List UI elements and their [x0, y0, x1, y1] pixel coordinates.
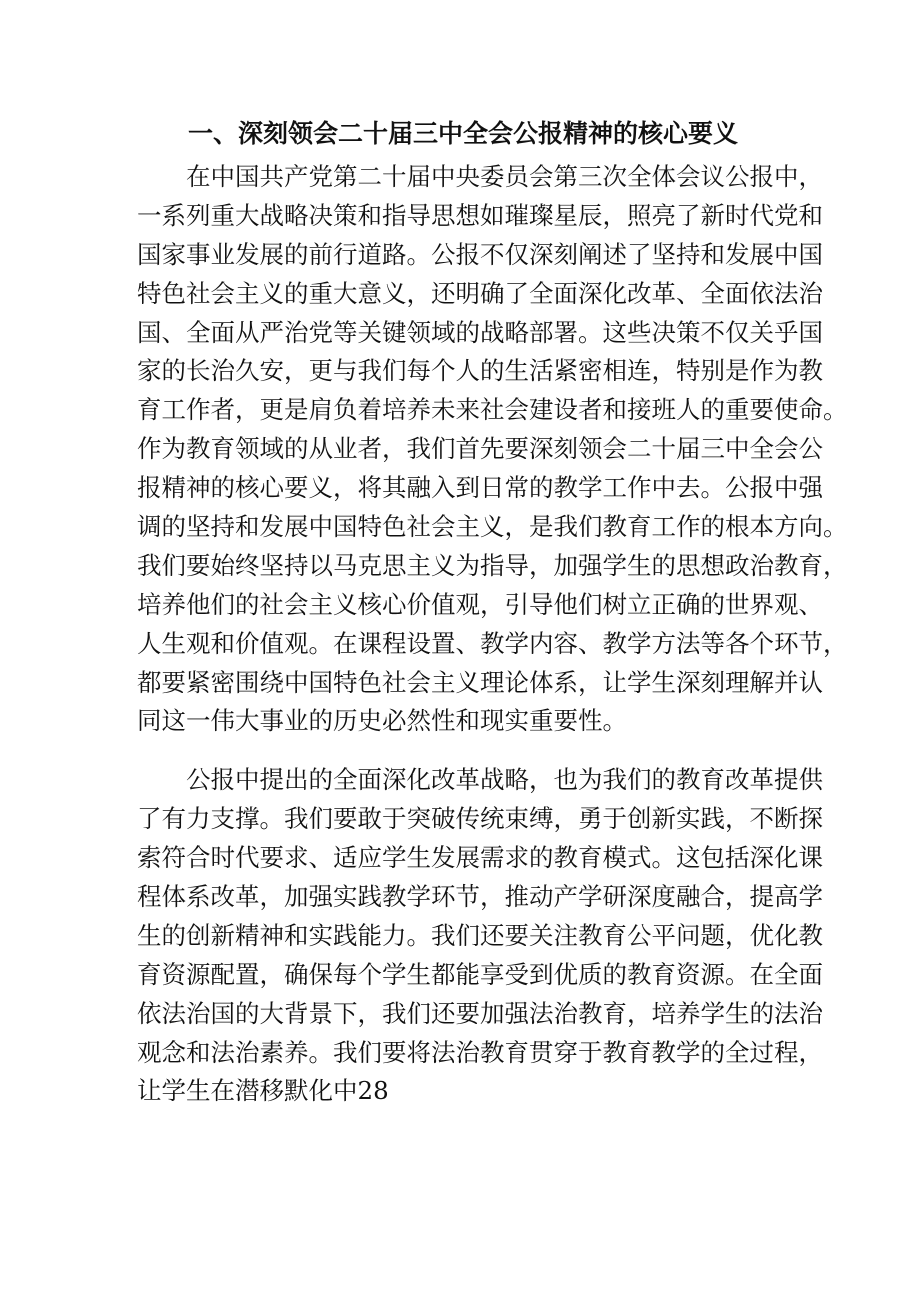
section-heading: 一、深刻领会二十届三中全会公报精神的核心要义: [188, 119, 739, 148]
paragraph-line: 国家事业发展的前行道路。公报不仅深刻阐述了坚持和发展中国: [137, 239, 823, 269]
paragraph-line: 公报中提出的全面深化改革战略，也为我们的教育改革提供: [186, 765, 823, 795]
paragraph-line: 观念和法治素养。我们要将法治教育贯穿于教育教学的全过程，: [137, 1037, 823, 1067]
paragraph-line: 都要紧密围绕中国特色社会主义理论体系，让学生深刻理解并认: [137, 667, 823, 697]
paragraph-line: 人生观和价值观。在课程设置、教学内容、教学方法等各个环节，: [137, 628, 848, 658]
body-text: [137, 158, 848, 1111]
paragraph-line: 育资源配置，确保每个学生都能享受到优质的教育资源。在全面: [137, 959, 823, 989]
paragraph-container: [137, 158, 848, 1111]
paragraph-line: 依法治国的大背景下，我们还要加强法治教育，培养学生的法治: [137, 998, 823, 1028]
paragraph-line: 育工作者，更是肩负着培养未来社会建设者和接班人的重要使命。: [137, 395, 848, 425]
paragraph-line: 我们要始终坚持以马克思主义为指导，加强学生的思想政治教育，: [137, 550, 848, 580]
paragraph-line: 一系列重大战略决策和指导思想如璀璨星辰，照亮了新时代党和: [137, 200, 823, 230]
paragraph-line: 家的长治久安，更与我们每个人的生活紧密相连，特别是作为教: [137, 356, 823, 386]
paragraph-line: 让学生在潜移默化中28: [137, 1076, 389, 1106]
paragraph-line: 了有力支撑。我们要敢于突破传统束缚，勇于创新实践，不断探: [137, 804, 823, 834]
paragraph: [137, 761, 823, 1111]
paragraph-line: 特色社会主义的重大意义，还明确了全面深化改革、全面依法治: [137, 278, 823, 308]
paragraph-line: 培养他们的社会主义核心价值观，引导他们树立正确的世界观、: [137, 589, 823, 619]
paragraph-line: 调的坚持和发展中国特色社会主义，是我们教育工作的根本方向。: [137, 512, 848, 542]
paragraph: [137, 158, 848, 741]
paragraph-gap: [137, 741, 787, 761]
paragraph-line: 索符合时代要求、适应学生发展需求的教育模式。这包括深化课: [137, 843, 823, 873]
paragraph-line: 生的创新精神和实践能力。我们还要关注教育公平问题，优化教: [137, 920, 823, 950]
paragraph-line: 报精神的核心要义，将其融入到日常的教学工作中去。公报中强: [137, 473, 823, 503]
paragraph-line: 同这一伟大事业的历史必然性和现实重要性。: [137, 706, 627, 736]
paragraph-line: 在中国共产党第二十届中央委员会第三次全体会议公报中，: [186, 162, 823, 191]
paragraph-line: 作为教育领域的从业者，我们首先要深刻领会二十届三中全会公: [137, 434, 823, 464]
paragraph-line: 程体系改革，加强实践教学环节，推动产学研深度融合，提高学: [137, 882, 823, 912]
paragraph-line: 国、全面从严治党等关键领域的战略部署。这些决策不仅关乎国: [137, 317, 823, 347]
